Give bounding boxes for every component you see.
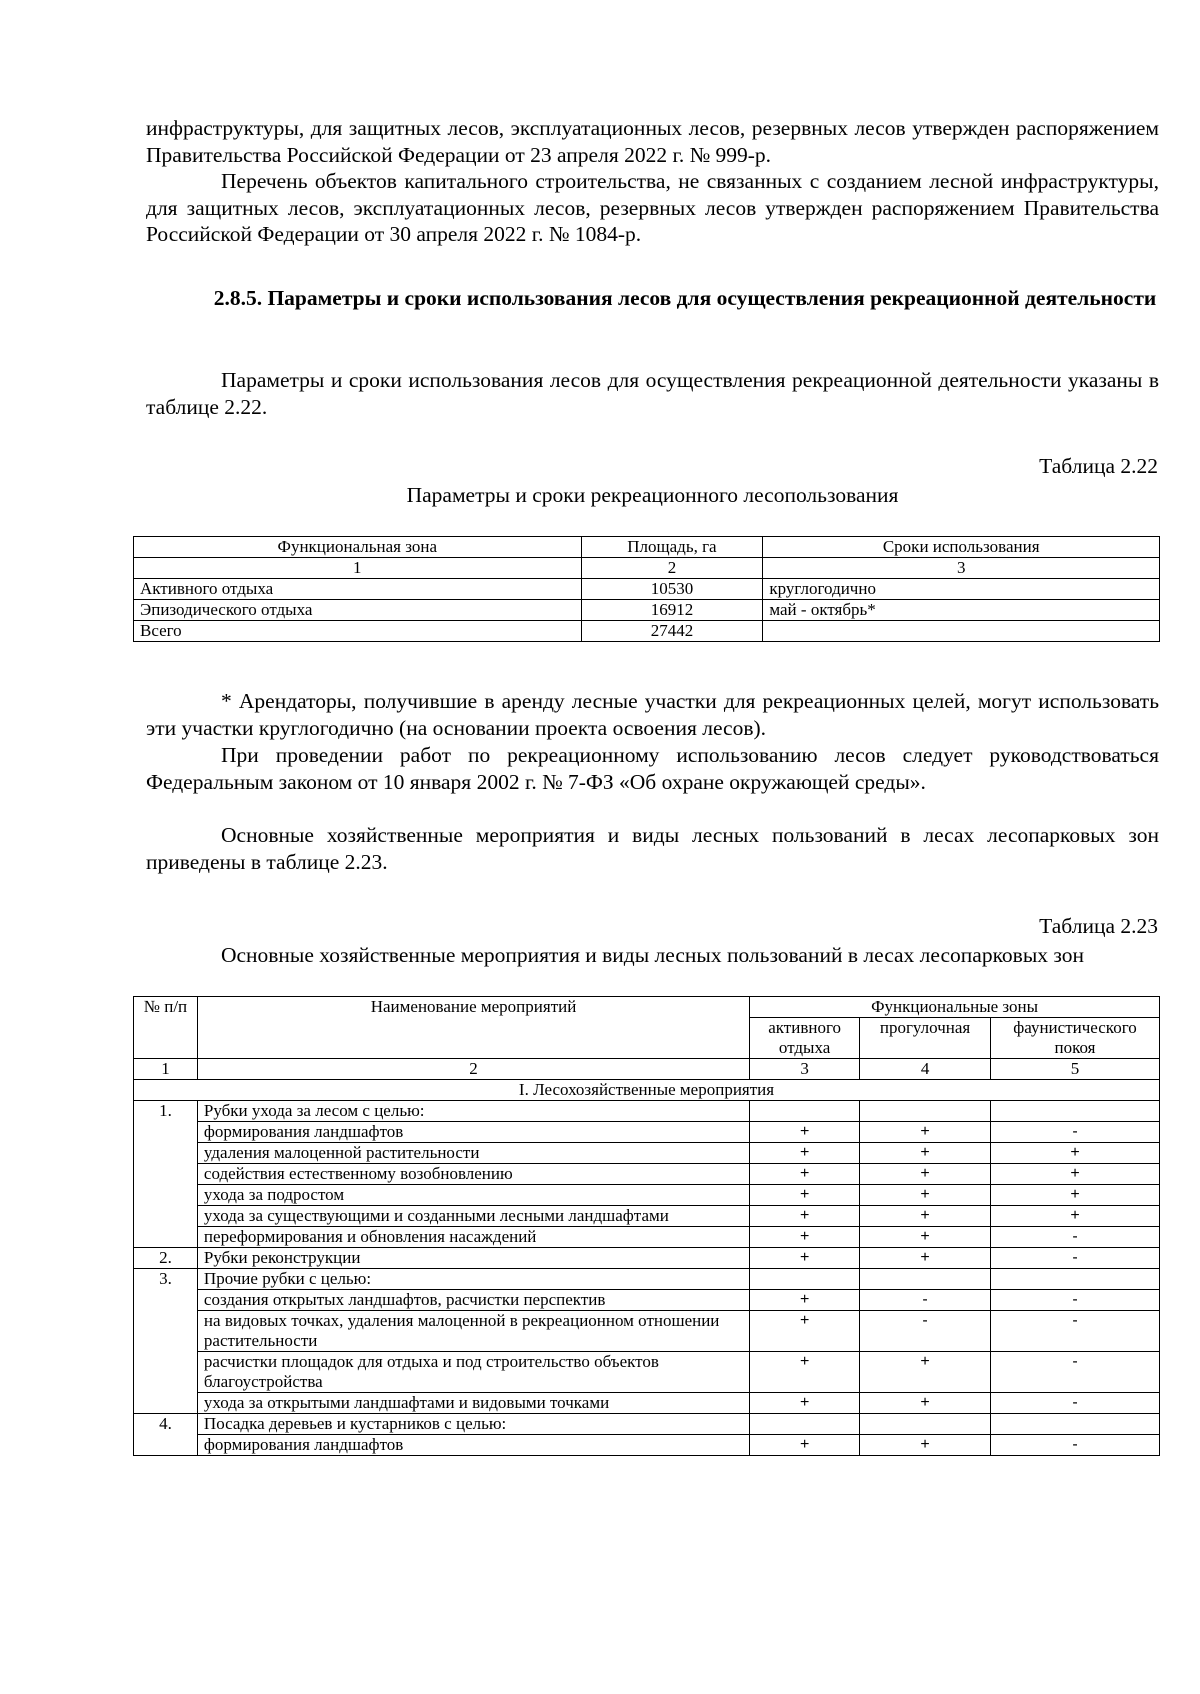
- table-22-header-row: [134, 537, 1160, 558]
- table-cell-name: содействия естественному возобновлению: [197, 1164, 749, 1185]
- paragraph-2: Перечень объектов капитального строительства, не связанных с созданием лесной инфраструктуры, для защитных лесов, эксплуатационных лесов, резервных лесов утвержден распоряжением Правительства Российской Федерации от 30 апреля 2022 г. № 1084-р.: [146, 169, 1159, 246]
- table-cell-walking: +: [860, 1164, 991, 1185]
- table-22-caption: Параметры и сроки рекреационного лесопользования: [406, 483, 899, 507]
- table-cell-active: +: [750, 1352, 860, 1393]
- table-cell-area: 16912: [581, 600, 763, 621]
- table-cell-num: 1.: [134, 1101, 198, 1248]
- table-23-colnum: 3: [750, 1059, 860, 1080]
- table-cell-active: +: [750, 1143, 860, 1164]
- table-cell-area: 10530: [581, 579, 763, 600]
- table-row: [134, 1311, 1160, 1352]
- table-row: [134, 1206, 1160, 1227]
- table-23-colnum: 5: [991, 1059, 1160, 1080]
- table-22-number-row: [134, 558, 1160, 579]
- table-cell-name: Рубки ухода за лесом с целью:: [197, 1101, 749, 1122]
- table-cell-faunal: +: [991, 1206, 1160, 1227]
- table-23-header-row: [134, 997, 1160, 1018]
- table-cell-walking: +: [860, 1122, 991, 1143]
- table-row: [134, 1101, 1160, 1122]
- table-cell-faunal: -: [991, 1393, 1160, 1414]
- table-cell-walking: [860, 1101, 991, 1122]
- table-cell-area: 27442: [581, 621, 763, 642]
- table-22-colnum: 2: [581, 558, 763, 579]
- table-23-header-walking: прогулочная: [860, 1018, 991, 1059]
- table-23: [133, 996, 1160, 1456]
- table-cell-terms: круглогодично: [763, 579, 1160, 600]
- table-cell-name: формирования ландшафтов: [197, 1122, 749, 1143]
- table-row: [134, 1143, 1160, 1164]
- table-22-colnum: 3: [763, 558, 1160, 579]
- table-cell-active: +: [750, 1206, 860, 1227]
- table-cell-faunal: -: [991, 1290, 1160, 1311]
- table-22: [133, 536, 1160, 642]
- table-cell-walking: +: [860, 1185, 991, 1206]
- table-cell-walking: +: [860, 1206, 991, 1227]
- table-23-caption: Основные хозяйственные мероприятия и виды лесных пользований в лесах лесопарковых зон: [220, 943, 1085, 967]
- table-cell-num: 4.: [134, 1414, 198, 1456]
- table-cell-active: +: [750, 1311, 860, 1352]
- table-cell-faunal: [991, 1414, 1160, 1435]
- table-cell-faunal: -: [991, 1227, 1160, 1248]
- table-cell-name: Прочие рубки с целью:: [197, 1269, 749, 1290]
- table-row: [134, 1122, 1160, 1143]
- table-cell-faunal: +: [991, 1164, 1160, 1185]
- table-cell-faunal: +: [991, 1185, 1160, 1206]
- table-cell-walking: +: [860, 1435, 991, 1456]
- table-22-number: Таблица 2.22: [1039, 454, 1158, 478]
- table-row: [134, 1248, 1160, 1269]
- table-cell-faunal: +: [991, 1143, 1160, 1164]
- table-cell-walking: +: [860, 1248, 991, 1269]
- table-cell-faunal: -: [991, 1122, 1160, 1143]
- table-row: [134, 600, 1160, 621]
- table-cell-name: удаления малоценной растительности: [197, 1143, 749, 1164]
- table-cell-num: 3.: [134, 1269, 198, 1414]
- table-row: [134, 1185, 1160, 1206]
- table-cell-terms: [763, 621, 1160, 642]
- table-23-header-name: Наименование мероприятий: [197, 997, 749, 1059]
- table-cell-faunal: -: [991, 1352, 1160, 1393]
- table-cell-active: +: [750, 1227, 860, 1248]
- table-cell-name: переформирования и обновления насаждений: [197, 1227, 749, 1248]
- table-cell-name: ухода за существующими и созданными лесными ландшафтами: [197, 1206, 749, 1227]
- table-22-header-zone: Функциональная зона: [134, 537, 582, 558]
- table-cell-zone: Всего: [134, 621, 582, 642]
- table-cell-active: [750, 1414, 860, 1435]
- table-cell-name: Рубки реконструкции: [197, 1248, 749, 1269]
- table-cell-terms: май - октябрь*: [763, 600, 1160, 621]
- section-heading: 2.8.5. Параметры и сроки использования лесов для осуществления рекреационной деятельности: [213, 286, 1157, 310]
- table-22-header-terms: Сроки использования: [763, 537, 1160, 558]
- table-cell-walking: -: [860, 1311, 991, 1352]
- table-cell-active: +: [750, 1435, 860, 1456]
- table-cell-name: создания открытых ландшафтов, расчистки перспектив: [197, 1290, 749, 1311]
- table-23-colnum: 4: [860, 1059, 991, 1080]
- table-cell-faunal: [991, 1269, 1160, 1290]
- table-23-header-faunal: фаунистического покоя: [991, 1018, 1160, 1059]
- table-row: [134, 1290, 1160, 1311]
- table-cell-walking: +: [860, 1143, 991, 1164]
- table-23-number-row: [134, 1059, 1160, 1080]
- table-cell-zone: Эпизодического отдыха: [134, 600, 582, 621]
- footnote-paragraph: * Арендаторы, получившие в аренду лесные участки для рекреационных целей, могут использовать эти участки круглогодично (на основании проекта освоения лесов).: [146, 689, 1159, 740]
- table-23-colnum: 1: [134, 1059, 198, 1080]
- table-23-section-title: I. Лесохозяйственные мероприятия: [134, 1080, 1160, 1101]
- table-22-header-area: Площадь, га: [581, 537, 763, 558]
- table-cell-num: 2.: [134, 1248, 198, 1269]
- table-row: [134, 579, 1160, 600]
- table-cell-active: [750, 1269, 860, 1290]
- table-row: [134, 1414, 1160, 1435]
- table-cell-active: [750, 1101, 860, 1122]
- table-cell-walking: +: [860, 1352, 991, 1393]
- table-cell-active: +: [750, 1290, 860, 1311]
- table-row: [134, 1269, 1160, 1290]
- paragraph-3: Параметры и сроки использования лесов для осуществления рекреационной деятельности указаны в таблице 2.22.: [146, 368, 1159, 419]
- table-row: [134, 1227, 1160, 1248]
- table-23-header-active: активного отдыха: [750, 1018, 860, 1059]
- table-23-section-row: [134, 1080, 1160, 1101]
- table-row: [134, 1164, 1160, 1185]
- table-cell-walking: +: [860, 1393, 991, 1414]
- table-cell-active: +: [750, 1122, 860, 1143]
- table-cell-walking: -: [860, 1290, 991, 1311]
- table-cell-faunal: -: [991, 1311, 1160, 1352]
- table-cell-active: +: [750, 1248, 860, 1269]
- table-cell-name: на видовых точках, удаления малоценной в рекреационном отношении растительности: [197, 1311, 749, 1352]
- table-cell-faunal: -: [991, 1435, 1160, 1456]
- table-row: [134, 1352, 1160, 1393]
- table-row: [134, 1435, 1160, 1456]
- table-cell-faunal: -: [991, 1248, 1160, 1269]
- table-cell-active: +: [750, 1164, 860, 1185]
- table-cell-walking: +: [860, 1227, 991, 1248]
- paragraph-1: инфраструктуры, для защитных лесов, эксплуатационных лесов, резервных лесов утвержден распоряжением Правительства Российской Федерации от 23 апреля 2022 г. № 999-р.: [146, 116, 1159, 167]
- table-23-header-num: № п/п: [134, 997, 198, 1059]
- table-cell-name: ухода за подростом: [197, 1185, 749, 1206]
- table-cell-name: ухода за открытыми ландшафтами и видовыми точками: [197, 1393, 749, 1414]
- table-cell-walking: [860, 1269, 991, 1290]
- table-cell-active: +: [750, 1393, 860, 1414]
- table-23-body: [134, 1101, 1160, 1456]
- table-23-header-zones: Функциональные зоны: [750, 997, 1160, 1018]
- table-cell-faunal: [991, 1101, 1160, 1122]
- table-cell-walking: [860, 1414, 991, 1435]
- table-row: [134, 1393, 1160, 1414]
- paragraph-5: Основные хозяйственные мероприятия и виды лесных пользований в лесах лесопарковых зон приведены в таблице 2.23.: [146, 823, 1159, 874]
- paragraph-4: При проведении работ по рекреационному использованию лесов следует руководствоваться Федеральным законом от 10 января 2002 г. № 7-ФЗ «Об охране окружающей среды».: [146, 743, 1159, 794]
- table-cell-name: Посадка деревьев и кустарников с целью:: [197, 1414, 749, 1435]
- table-row-total: [134, 621, 1160, 642]
- table-23-colnum: 2: [197, 1059, 749, 1080]
- table-23-number: Таблица 2.23: [1039, 914, 1158, 938]
- table-22-colnum: 1: [134, 558, 582, 579]
- table-cell-name: расчистки площадок для отдыха и под строительство объектов благоустройства: [197, 1352, 749, 1393]
- table-cell-name: формирования ландшафтов: [197, 1435, 749, 1456]
- table-cell-active: +: [750, 1185, 860, 1206]
- table-cell-zone: Активного отдыха: [134, 579, 582, 600]
